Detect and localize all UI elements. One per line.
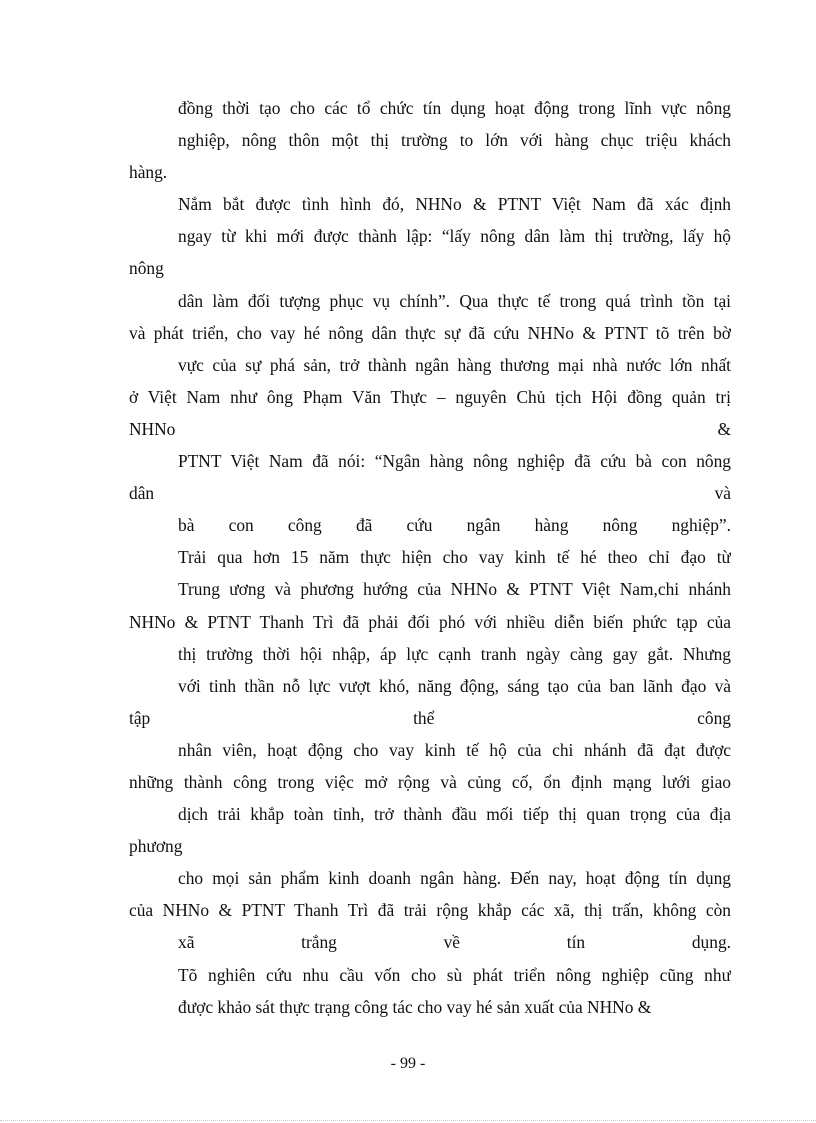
text-line: NHNo &	[129, 418, 731, 439]
text-line: PTNT Việt Nam đã nói: “Ngân hàng nông nghiệp đã cứu bà con nông	[178, 451, 731, 472]
text-line: hàng.	[129, 162, 168, 183]
text-line: bà con công đã cứu ngân hàng nông nghiệp”.	[178, 515, 731, 536]
text-line: những thành công trong việc mở rộng và củng cố, ổn định mạng lưới giao	[129, 771, 731, 792]
text-line: dân làm đối tượng phục vụ chính”. Qua thực tế trong quá trình tồn tại	[178, 290, 731, 311]
text-line: phương	[129, 836, 183, 857]
page-bottom-rule	[0, 1120, 816, 1121]
text-line: Nắm bắt được tình hình đó, NHNo & PTNT Việt Nam đã xác định	[178, 194, 731, 215]
text-line: dân và	[129, 483, 731, 504]
text-line: nghiệp, nông thôn một thị trường to lớn với hàng chục triệu khách	[178, 130, 731, 151]
text-line: ở Việt Nam như ông Phạm Văn Thực – nguyên Chủ tịch Hội đồng quản trị	[129, 386, 731, 407]
text-line: xã trắng về tín dụng.	[178, 932, 731, 953]
text-line: của NHNo & PTNT Thanh Trì đã trải rộng khắp các xã, thị trấn, không còn	[129, 900, 731, 921]
text-line: tập thể công	[129, 707, 731, 728]
text-line: ngay từ khi mới được thành lập: “lấy nông dân làm thị trường, lấy hộ	[178, 226, 731, 247]
text-line: thị trường thời hội nhập, áp lực cạnh tranh ngày càng gay gắt. Nhưng	[178, 643, 731, 664]
text-line: dịch trải khắp toàn tỉnh, trở thành đầu mối tiếp thị quan trọng của địa	[178, 804, 731, 825]
body-text	[129, 92, 731, 1023]
text-line: Tõ nghiên cứu nhu cầu vốn cho sù phát triển nông nghiệp cũng như	[178, 964, 731, 985]
text-line: nông	[129, 258, 164, 279]
text-line: được khảo sát thực trạng công tác cho vay hé sản xuất của NHNo &	[178, 996, 652, 1017]
text-line: cho mọi sản phẩm kinh doanh ngân hàng. Đến nay, hoạt động tín dụng	[178, 868, 731, 889]
text-line: NHNo & PTNT Thanh Trì đã phải đối phó với nhiều diễn biến phức tạp của	[129, 611, 731, 632]
text-line: đồng thời tạo cho các tổ chức tín dụng hoạt động trong lĩnh vực nông	[178, 98, 731, 118]
text-line: vực của sự phá sản, trở thành ngân hàng thương mại nhà nước lớn nhất	[178, 354, 731, 375]
text-line: Trung ương và phương hướng của NHNo & PTNT Việt Nam,chi nhánh	[178, 579, 731, 600]
text-line: Trải qua hơn 15 năm thực hiện cho vay kinh tế hé theo chỉ đạo từ	[178, 547, 731, 568]
page-number: - 99 -	[390, 1055, 426, 1072]
text-line: với tinh thần nỗ lực vượt khó, năng động, sáng tạo của ban lãnh đạo và	[178, 675, 731, 696]
text-line: nhân viên, hoạt động cho vay kinh tế hộ của chi nhánh đã đạt được	[178, 739, 731, 760]
text-line: và phát triển, cho vay hé nông dân thực sự đã cứu NHNo & PTNT tõ trên bờ	[129, 322, 731, 343]
